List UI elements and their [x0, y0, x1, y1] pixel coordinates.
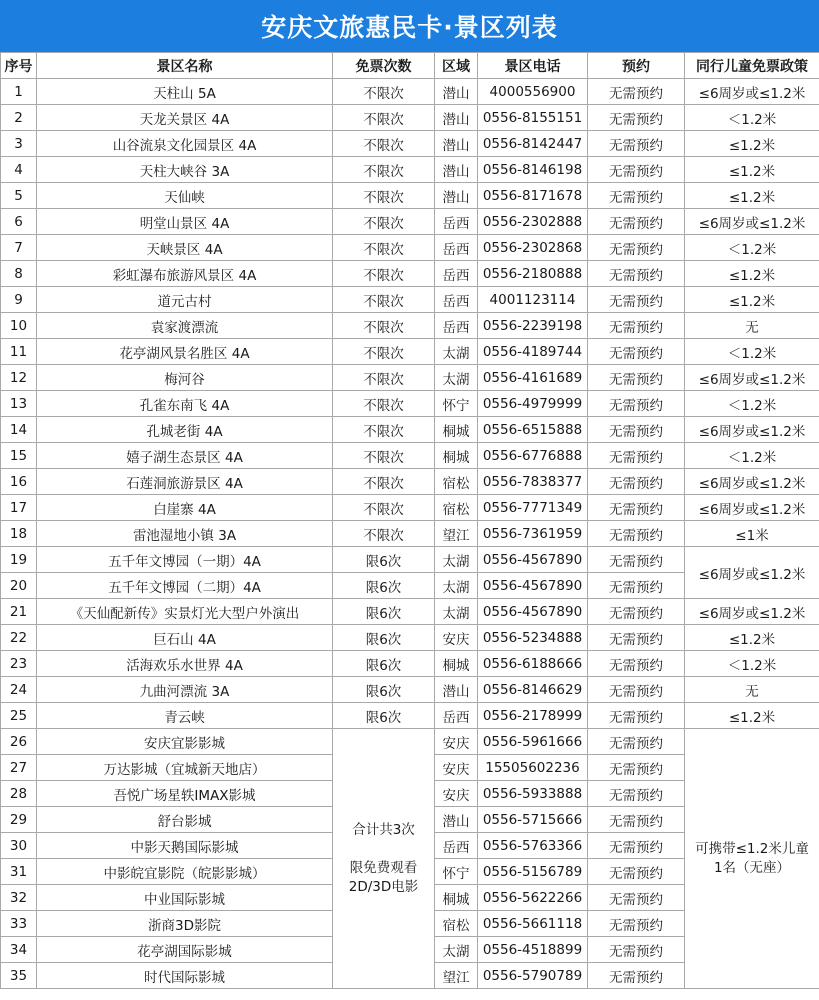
reservation: 无需预约	[588, 391, 685, 417]
child-policy: ≤1.2米	[685, 261, 819, 287]
region: 潜山	[435, 131, 478, 157]
row-number: 28	[1, 781, 37, 807]
phone: 0556-4189744	[478, 339, 588, 365]
scenic-name: 浙商3D影院	[37, 911, 333, 937]
reservation: 无需预约	[588, 261, 685, 287]
phone: 0556-8171678	[478, 183, 588, 209]
row-number: 34	[1, 937, 37, 963]
table-row	[1, 521, 819, 547]
table-row	[1, 599, 819, 625]
phone: 0556-5234888	[478, 625, 588, 651]
row-number: 17	[1, 495, 37, 521]
free-times: 不限次	[333, 209, 435, 235]
scenic-name: 五千年文博园（二期）4A	[37, 573, 333, 599]
table-row	[1, 261, 819, 287]
table-row	[1, 365, 819, 391]
region: 潜山	[435, 105, 478, 131]
row-number: 6	[1, 209, 37, 235]
reservation: 无需预约	[588, 235, 685, 261]
row-number: 10	[1, 313, 37, 339]
region: 太湖	[435, 937, 478, 963]
region: 岳西	[435, 209, 478, 235]
phone: 0556-8155151	[478, 105, 588, 131]
header-region: 区域	[435, 53, 478, 79]
scenic-name: 天龙关景区 4A	[37, 105, 333, 131]
reservation: 无需预约	[588, 105, 685, 131]
child-policy: ＜1.2米	[685, 235, 819, 261]
scenic-name: 花亭湖国际影城	[37, 937, 333, 963]
child-policy: ≤1.2米	[685, 625, 819, 651]
scenic-name: 道元古村	[37, 287, 333, 313]
region: 太湖	[435, 547, 478, 573]
child-policy: ≤1.2米	[685, 183, 819, 209]
free-times: 不限次	[333, 105, 435, 131]
row-number: 26	[1, 729, 37, 755]
free-times: 限6次	[333, 547, 435, 573]
title-bar	[0, 0, 819, 52]
phone: 0556-5961666	[478, 729, 588, 755]
reservation: 无需预约	[588, 677, 685, 703]
region: 桐城	[435, 443, 478, 469]
region: 潜山	[435, 79, 478, 105]
row-number: 21	[1, 599, 37, 625]
region: 太湖	[435, 365, 478, 391]
row-number: 5	[1, 183, 37, 209]
table-row	[1, 469, 819, 495]
phone: 0556-7361959	[478, 521, 588, 547]
reservation: 无需预约	[588, 157, 685, 183]
table-row	[1, 703, 819, 729]
reservation: 无需预约	[588, 521, 685, 547]
reservation: 无需预约	[588, 651, 685, 677]
reservation: 无需预约	[588, 417, 685, 443]
region: 潜山	[435, 807, 478, 833]
row-number: 14	[1, 417, 37, 443]
scenic-name: 青云峡	[37, 703, 333, 729]
row-number: 16	[1, 469, 37, 495]
scenic-name: 嬉子湖生态景区 4A	[37, 443, 333, 469]
reservation: 无需预约	[588, 547, 685, 573]
row-number: 1	[1, 79, 37, 105]
free-times-line: 限免费观看	[349, 859, 418, 876]
scenic-name: 天柱大峡谷 3A	[37, 157, 333, 183]
region: 怀宁	[435, 391, 478, 417]
row-number: 20	[1, 573, 37, 599]
scenic-name: 天峡景区 4A	[37, 235, 333, 261]
region: 太湖	[435, 573, 478, 599]
scenic-name: 巨石山 4A	[37, 625, 333, 651]
child-policy: 无	[685, 677, 819, 703]
table-row	[1, 677, 819, 703]
row-number: 23	[1, 651, 37, 677]
free-times: 不限次	[333, 79, 435, 105]
table-row	[1, 547, 819, 573]
row-number: 13	[1, 391, 37, 417]
phone: 0556-8146198	[478, 157, 588, 183]
free-times: 不限次	[333, 521, 435, 547]
reservation: 无需预约	[588, 755, 685, 781]
reservation: 无需预约	[588, 287, 685, 313]
row-number: 3	[1, 131, 37, 157]
free-times: 不限次	[333, 157, 435, 183]
scenic-name: 雷池湿地小镇 3A	[37, 521, 333, 547]
table-row	[1, 339, 819, 365]
row-number: 15	[1, 443, 37, 469]
phone: 15505602236	[478, 755, 588, 781]
table-row	[1, 443, 819, 469]
scenic-name: 袁家渡漂流	[37, 313, 333, 339]
header-child-policy: 同行儿童免票政策	[685, 53, 819, 79]
phone: 0556-7838377	[478, 469, 588, 495]
scenic-name: 九曲河漂流 3A	[37, 677, 333, 703]
reservation: 无需预约	[588, 807, 685, 833]
scenic-name: 孔城老街 4A	[37, 417, 333, 443]
reservation: 无需预约	[588, 183, 685, 209]
phone: 0556-8142447	[478, 131, 588, 157]
phone: 4001123114	[478, 287, 588, 313]
phone: 0556-5156789	[478, 859, 588, 885]
phone: 0556-5933888	[478, 781, 588, 807]
child-policy: ≤1.2米	[685, 131, 819, 157]
table-row	[1, 105, 819, 131]
phone: 0556-4567890	[478, 573, 588, 599]
phone: 0556-7771349	[478, 495, 588, 521]
free-times-line	[333, 840, 434, 859]
reservation: 无需预约	[588, 885, 685, 911]
child-policy: ≤1.2米	[685, 703, 819, 729]
scenic-name: 梅河谷	[37, 365, 333, 391]
region: 望江	[435, 521, 478, 547]
scenic-name: 时代国际影城	[37, 963, 333, 989]
free-times: 限6次	[333, 625, 435, 651]
reservation: 无需预约	[588, 495, 685, 521]
region: 岳西	[435, 261, 478, 287]
phone: 0556-4979999	[478, 391, 588, 417]
region: 宿松	[435, 469, 478, 495]
scenic-name: 彩虹瀑布旅游风景区 4A	[37, 261, 333, 287]
child-policy: ＜1.2米	[685, 339, 819, 365]
table-row	[1, 235, 819, 261]
phone: 0556-6515888	[478, 417, 588, 443]
table-row	[1, 625, 819, 651]
phone: 0556-8146629	[478, 677, 588, 703]
phone: 0556-5790789	[478, 963, 588, 989]
free-times-line: 2D/3D电影	[348, 878, 419, 895]
reservation: 无需预约	[588, 703, 685, 729]
region: 安庆	[435, 781, 478, 807]
table-row	[1, 651, 819, 677]
row-number: 35	[1, 963, 37, 989]
table-row	[1, 313, 819, 339]
reservation: 无需预约	[588, 963, 685, 989]
free-times: 不限次	[333, 261, 435, 287]
phone: 0556-4567890	[478, 547, 588, 573]
row-number: 31	[1, 859, 37, 885]
phone: 0556-2178999	[478, 703, 588, 729]
row-number: 24	[1, 677, 37, 703]
region: 岳西	[435, 703, 478, 729]
header-phone: 景区电话	[478, 53, 588, 79]
reservation: 无需预约	[588, 911, 685, 937]
scenic-name: 万达影城（宜城新天地店）	[37, 755, 333, 781]
scenic-name: 山谷流泉文化园景区 4A	[37, 131, 333, 157]
row-number: 8	[1, 261, 37, 287]
child-policy: ≤6周岁或≤1.2米	[685, 79, 819, 105]
region: 桐城	[435, 651, 478, 677]
scenic-name: 舒台影城	[37, 807, 333, 833]
child-policy-line: 1名（无座）	[713, 859, 791, 876]
child-policy: ≤1.2米	[685, 287, 819, 313]
header-name: 景区名称	[37, 53, 333, 79]
row-number: 22	[1, 625, 37, 651]
child-policy: ≤6周岁或≤1.2米	[685, 417, 819, 443]
phone: 0556-5763366	[478, 833, 588, 859]
phone: 4000556900	[478, 79, 588, 105]
region: 太湖	[435, 339, 478, 365]
scenic-name: 活海欢乐水世界 4A	[37, 651, 333, 677]
reservation: 无需预约	[588, 781, 685, 807]
table-row	[1, 209, 819, 235]
child-policy: ≤6周岁或≤1.2米	[685, 469, 819, 495]
table-row	[1, 157, 819, 183]
table-row	[1, 729, 819, 755]
scenic-name: 《天仙配新传》实景灯光大型户外演出	[37, 599, 333, 625]
reservation: 无需预约	[588, 859, 685, 885]
scenic-name: 安庆宜影影城	[37, 729, 333, 755]
reservation: 无需预约	[588, 833, 685, 859]
reservation: 无需预约	[588, 443, 685, 469]
reservation: 无需预约	[588, 625, 685, 651]
child-policy: ＜1.2米	[685, 443, 819, 469]
free-times: 限6次	[333, 599, 435, 625]
region: 望江	[435, 963, 478, 989]
scenic-name: 吾悦广场星轶IMAX影城	[37, 781, 333, 807]
child-policy: ≤1.2米	[685, 157, 819, 183]
reservation: 无需预约	[588, 599, 685, 625]
free-times: 不限次	[333, 131, 435, 157]
region: 潜山	[435, 677, 478, 703]
region: 安庆	[435, 729, 478, 755]
region: 岳西	[435, 833, 478, 859]
row-number: 4	[1, 157, 37, 183]
table-body	[1, 79, 819, 989]
child-policy: ≤1米	[685, 521, 819, 547]
child-policy: ≤6周岁或≤1.2米	[685, 365, 819, 391]
scenic-name: 中影皖宜影院（皖影影城）	[37, 859, 333, 885]
scenic-name: 天仙峡	[37, 183, 333, 209]
row-number: 32	[1, 885, 37, 911]
scenic-name: 五千年文博园（一期）4A	[37, 547, 333, 573]
child-policy: ＜1.2米	[685, 105, 819, 131]
scenic-spot-table	[0, 52, 819, 989]
phone: 0556-2302888	[478, 209, 588, 235]
child-policy: ≤6周岁或≤1.2米	[685, 209, 819, 235]
row-number: 30	[1, 833, 37, 859]
free-times: 不限次	[333, 495, 435, 521]
free-times: 限6次	[333, 573, 435, 599]
row-number: 33	[1, 911, 37, 937]
free-times: 不限次	[333, 469, 435, 495]
region: 宿松	[435, 911, 478, 937]
row-number: 18	[1, 521, 37, 547]
free-times: 不限次	[333, 417, 435, 443]
table-row	[1, 183, 819, 209]
row-number: 19	[1, 547, 37, 573]
header-times: 免票次数	[333, 53, 435, 79]
phone: 0556-6188666	[478, 651, 588, 677]
free-times: 限6次	[333, 677, 435, 703]
row-number: 7	[1, 235, 37, 261]
table-row	[1, 391, 819, 417]
table-row	[1, 417, 819, 443]
region: 安庆	[435, 755, 478, 781]
scenic-name: 花亭湖风景名胜区 4A	[37, 339, 333, 365]
free-times: 不限次	[333, 365, 435, 391]
row-number: 2	[1, 105, 37, 131]
reservation: 无需预约	[588, 729, 685, 755]
reservation: 无需预约	[588, 131, 685, 157]
free-times: 不限次	[333, 391, 435, 417]
region: 安庆	[435, 625, 478, 651]
free-times: 不限次	[333, 443, 435, 469]
region: 桐城	[435, 885, 478, 911]
free-times	[333, 729, 435, 989]
header-no: 序号	[1, 53, 37, 79]
scenic-name: 天柱山 5A	[37, 79, 333, 105]
phone: 0556-2239198	[478, 313, 588, 339]
reservation: 无需预约	[588, 313, 685, 339]
reservation: 无需预约	[588, 79, 685, 105]
child-policy: ＜1.2米	[685, 651, 819, 677]
free-times: 不限次	[333, 235, 435, 261]
scenic-name: 石莲洞旅游景区 4A	[37, 469, 333, 495]
region: 岳西	[435, 235, 478, 261]
child-policy: ＜1.2米	[685, 391, 819, 417]
scenic-name: 中影天鹅国际影城	[37, 833, 333, 859]
scenic-name: 明堂山景区 4A	[37, 209, 333, 235]
row-number: 12	[1, 365, 37, 391]
phone: 0556-5715666	[478, 807, 588, 833]
phone: 0556-6776888	[478, 443, 588, 469]
table-row	[1, 131, 819, 157]
child-policy	[685, 729, 819, 989]
table-row	[1, 287, 819, 313]
scenic-name: 白崖寨 4A	[37, 495, 333, 521]
row-number: 29	[1, 807, 37, 833]
header-row	[1, 53, 819, 79]
phone: 0556-2180888	[478, 261, 588, 287]
reservation: 无需预约	[588, 937, 685, 963]
phone: 0556-5661118	[478, 911, 588, 937]
phone: 0556-5622266	[478, 885, 588, 911]
free-times: 不限次	[333, 183, 435, 209]
region: 岳西	[435, 313, 478, 339]
row-number: 11	[1, 339, 37, 365]
page-title: 安庆文旅惠民卡·景区列表	[261, 13, 558, 42]
child-policy: 无	[685, 313, 819, 339]
region: 桐城	[435, 417, 478, 443]
region: 岳西	[435, 287, 478, 313]
scenic-name: 中业国际影城	[37, 885, 333, 911]
row-number: 25	[1, 703, 37, 729]
reservation: 无需预约	[588, 365, 685, 391]
table-row	[1, 495, 819, 521]
row-number: 27	[1, 755, 37, 781]
table-row	[1, 79, 819, 105]
child-policy: ≤6周岁或≤1.2米	[685, 495, 819, 521]
reservation: 无需预约	[588, 469, 685, 495]
region: 潜山	[435, 157, 478, 183]
region: 潜山	[435, 183, 478, 209]
free-times: 不限次	[333, 313, 435, 339]
free-times: 不限次	[333, 287, 435, 313]
scenic-name: 孔雀东南飞 4A	[37, 391, 333, 417]
child-policy-line: 可携带≤1.2米儿童	[695, 840, 809, 857]
region: 怀宁	[435, 859, 478, 885]
region: 宿松	[435, 495, 478, 521]
header-reserve: 预约	[588, 53, 685, 79]
phone: 0556-2302868	[478, 235, 588, 261]
region: 太湖	[435, 599, 478, 625]
reservation: 无需预约	[588, 339, 685, 365]
free-times-line: 合计共3次	[352, 821, 415, 838]
child-policy: ≤6周岁或≤1.2米	[685, 547, 819, 599]
free-times: 限6次	[333, 703, 435, 729]
row-number: 9	[1, 287, 37, 313]
phone: 0556-4518899	[478, 937, 588, 963]
phone: 0556-4161689	[478, 365, 588, 391]
free-times: 限6次	[333, 651, 435, 677]
child-policy: ≤6周岁或≤1.2米	[685, 599, 819, 625]
reservation: 无需预约	[588, 209, 685, 235]
free-times: 不限次	[333, 339, 435, 365]
phone: 0556-4567890	[478, 599, 588, 625]
reservation: 无需预约	[588, 573, 685, 599]
